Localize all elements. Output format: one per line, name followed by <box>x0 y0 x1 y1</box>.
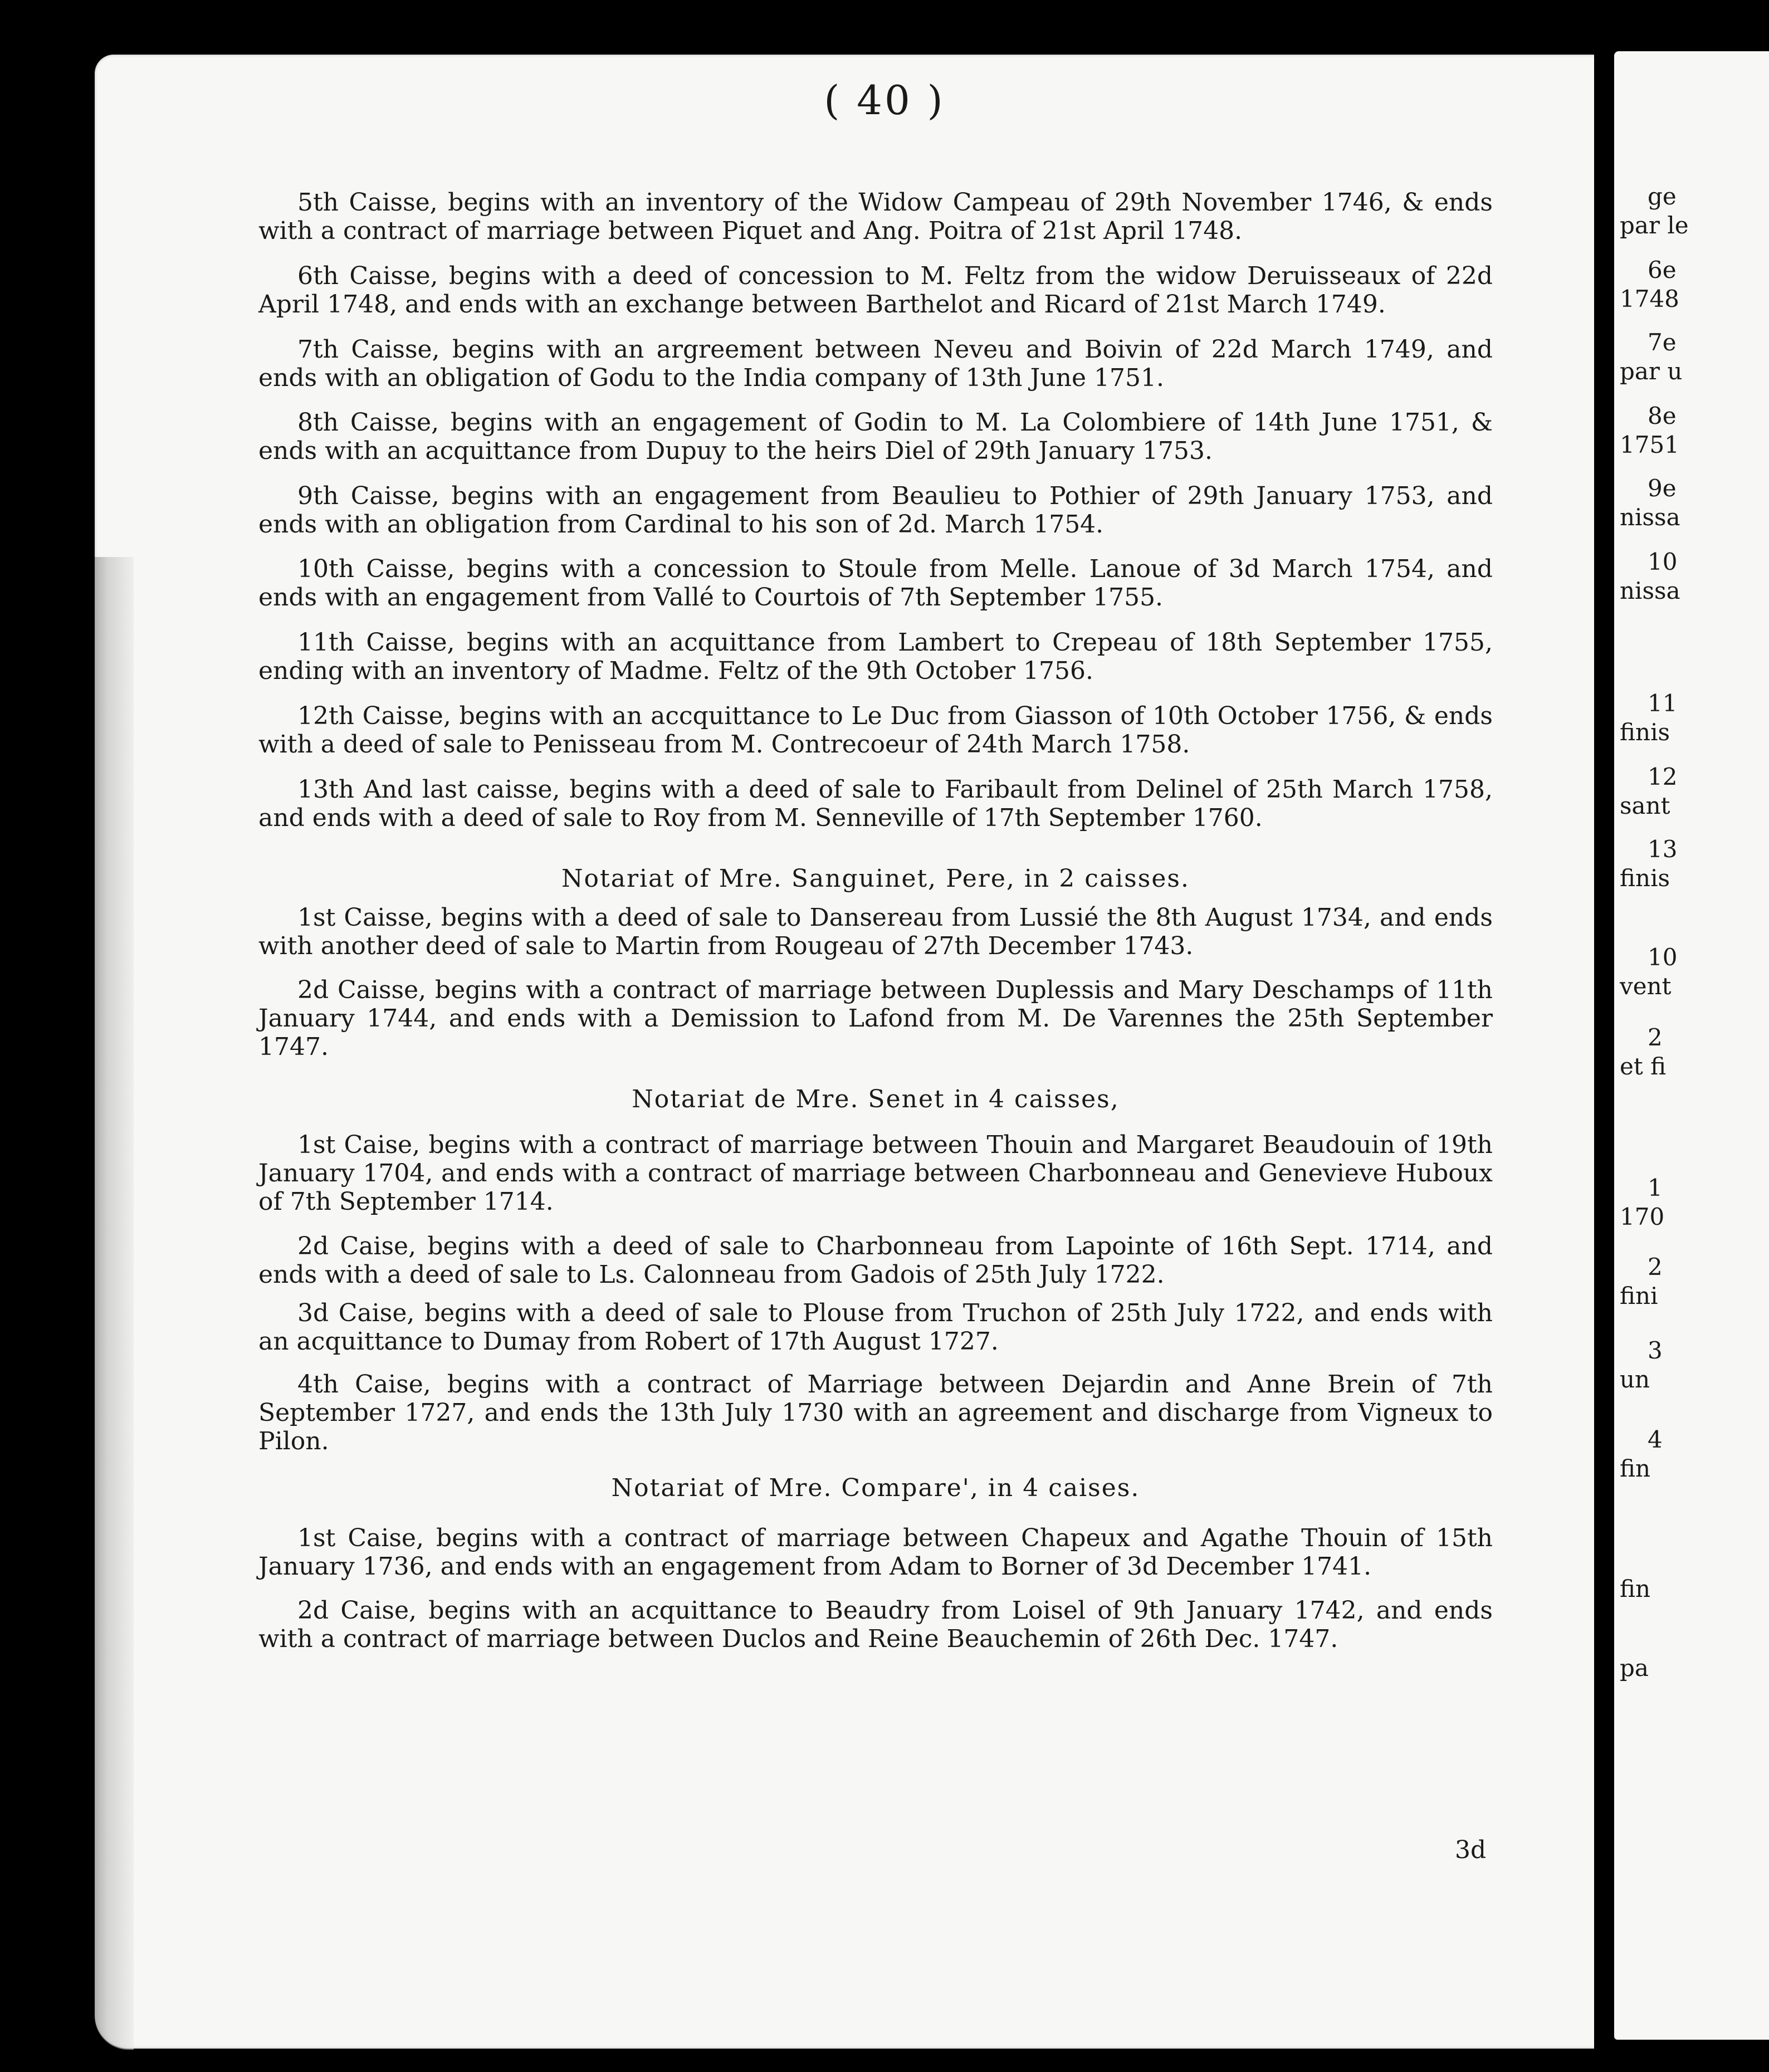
facing-fragment: 1 <box>1648 1174 1663 1201</box>
caisse-entry: 8th Caisse, begins with an engagement of Godin to M. La Colombiere of 14th June 1751, & ends with an acquittance from Dupuy to the heirs Diel of 29th January 1753. <box>258 408 1493 465</box>
caisse-entry: 12th Caisse, begins with an accquittance to Le Duc from Giasson of 10th October 1756, & ends with a deed of sale to Penisseau from M. Contrecoeur of 24th March 1758. <box>258 702 1493 759</box>
caisse-entry: 1st Caise, begins with a contract of marriage between Chapeux and Agathe Thouin of 15th January 1736, and ends with an engagement from Adam to Borner of 3d December 1741. <box>258 1524 1493 1581</box>
facing-fragment: fini <box>1620 1282 1658 1309</box>
facing-fragment: 3 <box>1648 1337 1663 1364</box>
facing-fragment: 2 <box>1648 1024 1663 1051</box>
catchword: 3d <box>1455 1836 1487 1864</box>
facing-fragment: nissa <box>1620 577 1680 604</box>
facing-fragment: 6e <box>1648 256 1677 284</box>
facing-fragment: fin <box>1620 1575 1651 1602</box>
facing-fragment: ge <box>1648 183 1677 210</box>
caisse-entry: 1st Caise, begins with a contract of marriage between Thouin and Margaret Beaudouin of 19th January 1704, and ends with a contract of marriage between Charbonneau and Genevieve Huboux of 7th September 1714. <box>258 1131 1493 1216</box>
facing-fragment: finis <box>1620 864 1670 892</box>
facing-fragment: 4 <box>1648 1426 1663 1453</box>
page-edge-shadow <box>95 557 134 2050</box>
right-page <box>1614 51 1769 2040</box>
facing-fragment: fin <box>1620 1455 1651 1482</box>
caisse-entry: 5th Caisse, begins with an inventory of the Widow Campeau of 29th November 1746, & ends with a contract of marriage between Piquet and Ang. Poitra of 21st April 1748. <box>258 188 1493 245</box>
caisse-entry: 1st Caisse, begins with a deed of sale to Dansereau from Lussié the 8th August 1734, and ends with another deed of sale to Martin from Rougeau of 27th December 1743. <box>258 903 1493 960</box>
facing-fragment: par u <box>1620 358 1683 385</box>
section-heading: Notariat of Mre. Sanguinet, Pere, in 2 caisses. <box>561 864 1190 893</box>
caisse-entry: 10th Caisse, begins with a concession to Stoule from Melle. Lanoue of 3d March 1754, and ends with an engagement from Vallé to Courtois of 7th September 1755. <box>258 555 1493 612</box>
facing-fragment: 10 <box>1648 548 1678 575</box>
facing-fragment: sant <box>1620 792 1670 819</box>
caisse-entry: 2d Caise, begins with a deed of sale to Charbonneau from Lapointe of 16th Sept. 1714, and ends with a deed of sale to Ls. Calonneau from Gadois of 25th July 1722. <box>258 1232 1493 1289</box>
caisse-entry: 2d Caise, begins with an acquittance to Beaudry from Loisel of 9th January 1742, and ends with a contract of marriage between Duclos and Reine Beauchemin of 26th Dec. 1747. <box>258 1596 1493 1653</box>
facing-fragment: 8e <box>1648 402 1677 429</box>
caisse-entry: 6th Caisse, begins with a deed of concession to M. Feltz from the widow Deruisseaux of 22d April 1748, and ends with an exchange between Barthelot and Ricard of 21st March 1749. <box>258 262 1493 319</box>
facing-fragment: 12 <box>1648 763 1678 790</box>
facing-fragment: 13 <box>1648 835 1678 863</box>
caisse-entry: 13th And last caisse, begins with a deed of sale to Faribault from Delinel of 25th March 1758, and ends with a deed of sale to Roy from M. Senneville of 17th September 1760. <box>258 775 1493 832</box>
facing-fragment: 9e <box>1648 475 1677 502</box>
facing-fragment: 11 <box>1648 690 1678 717</box>
caisse-entry: 7th Caisse, begins with an argreement between Neveu and Boivin of 22d March 1749, and ends with an obligation of Godu to the India company of 13th June 1751. <box>258 335 1493 392</box>
caisse-entry: 9th Caisse, begins with an engagement from Beaulieu to Pothier of 29th January 1753, and ends with an obligation from Cardinal to his son of 2d. March 1754. <box>258 482 1493 539</box>
facing-fragment: et fi <box>1620 1053 1667 1080</box>
caisse-entry: 11th Caisse, begins with an acquittance from Lambert to Crepeau of 18th September 1755, ending with an inventory of Madme. Feltz of the 9th October 1756. <box>258 628 1493 685</box>
facing-fragment: finis <box>1620 719 1670 746</box>
facing-fragment: 1748 <box>1620 285 1679 312</box>
facing-fragment: un <box>1620 1366 1650 1393</box>
facing-fragment: pa <box>1620 1654 1649 1682</box>
facing-fragment: 7e <box>1648 329 1677 356</box>
facing-fragment: vent <box>1620 973 1672 1000</box>
page-number: ( 40 ) <box>824 77 945 124</box>
caisse-entry: 2d Caisse, begins with a contract of marriage between Duplessis and Mary Deschamps of 11th January 1744, and ends with a Demission to Lafond from M. De Varennes the 25th September 1747. <box>258 976 1493 1061</box>
facing-fragment: 170 <box>1620 1203 1665 1230</box>
facing-fragment: par le <box>1620 212 1689 239</box>
caisse-entry: 3d Caise, begins with a deed of sale to Plouse from Truchon of 25th July 1722, and ends with an acquittance to Dumay from Robert of 17th August 1727. <box>258 1299 1493 1356</box>
section-heading: Notariat de Mre. Senet in 4 caisses, <box>632 1085 1120 1113</box>
facing-fragment: nissa <box>1620 504 1680 531</box>
facing-fragment: 1751 <box>1620 431 1679 458</box>
section-heading: Notariat of Mre. Compare', in 4 caises. <box>611 1474 1140 1502</box>
facing-fragment: 10 <box>1648 944 1678 971</box>
caisse-entry: 4th Caise, begins with a contract of Marriage between Dejardin and Anne Brein of 7th September 1727, and ends the 13th July 1730 with an agreement and discharge from Vigneux to Pilon. <box>258 1370 1493 1455</box>
facing-fragment: 2 <box>1648 1253 1663 1281</box>
